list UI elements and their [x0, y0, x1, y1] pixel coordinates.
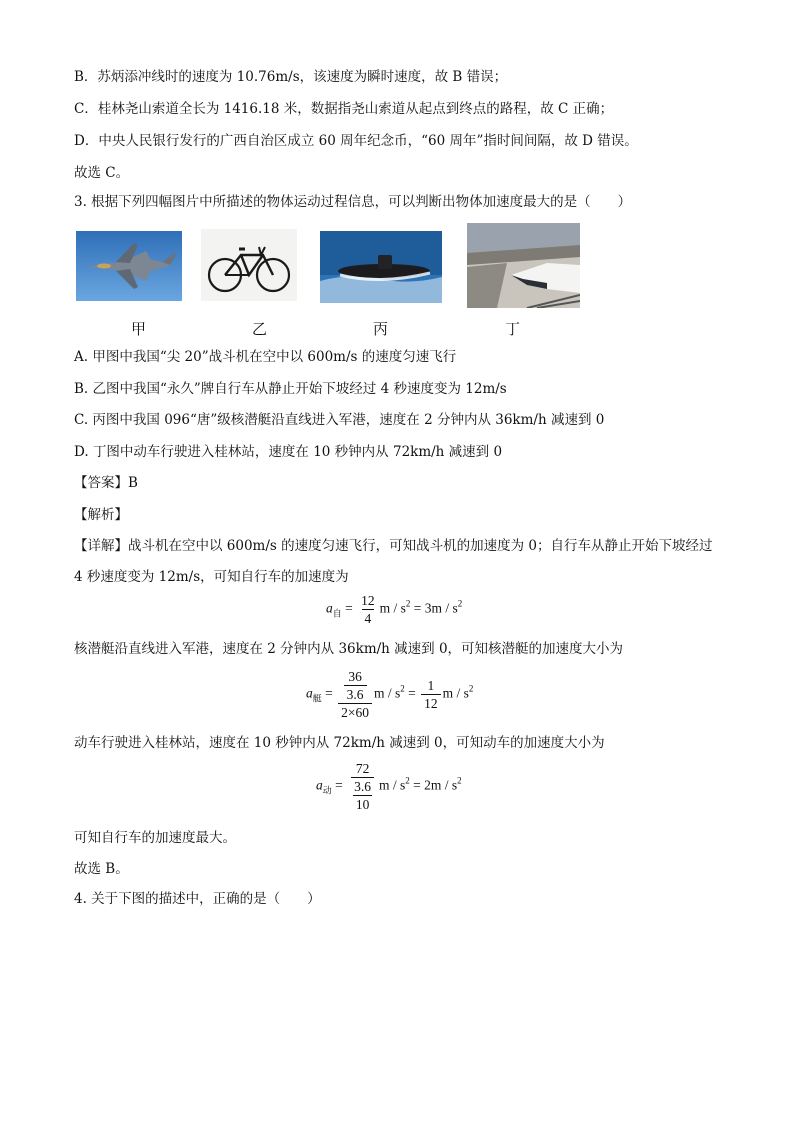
eq2-sq: 2 — [400, 683, 405, 694]
eq1-den: 4 — [362, 609, 375, 627]
equation-train — [316, 760, 462, 813]
detail-line-1: 【详解】战斗机在空中以 600m/s 的速度匀速飞行，可知战斗机的加速度为 0；自行车从静止开始下坡经过 — [74, 538, 713, 554]
analysis-label: 【解析】 — [74, 507, 128, 523]
option-d: D. 丁图中动车行驶进入桂林站，速度在 10 秒钟内从 72km/h 减速到 0 — [74, 444, 503, 460]
caption-yi: 乙 — [252, 320, 268, 338]
eq3-result: = 2m / s — [413, 777, 458, 793]
eq2-num2: 1 — [427, 678, 435, 693]
equation-submarine — [306, 668, 473, 721]
eq2-a: a — [306, 685, 313, 701]
option-c: C. 丙图中我国 096“唐”级核潜艇沿直线进入军港，速度在 2 分钟内从 36km/h 减速到 0 — [74, 412, 605, 428]
eq1-fraction — [358, 592, 378, 627]
eq2-top: 36 — [348, 669, 362, 684]
eq3-sq: 2 — [405, 775, 410, 786]
eq3-equals: = — [335, 777, 343, 793]
eq2-equals: = — [325, 685, 333, 701]
conclusion: 可知自行车的加速度最大。 — [74, 830, 236, 846]
question-4: 4. 关于下图的描述中，正确的是（ ） — [74, 891, 321, 907]
eq3-sub: 动 — [322, 785, 332, 796]
bullet-train-image — [467, 223, 580, 308]
eq2-inner-fraction — [341, 668, 370, 703]
eq2-mid: 3.6 — [344, 685, 367, 703]
caption-ding: 丁 — [505, 320, 521, 338]
eq3-bottom: 10 — [353, 795, 373, 813]
eq2-bottom: 2×60 — [338, 703, 372, 721]
eq2-sq2: 2 — [468, 683, 474, 694]
eq1-equals: = — [345, 600, 353, 616]
choose-b: 故选 B。 — [74, 861, 129, 877]
detail-line-4: 动车行驶进入桂林站，速度在 10 秒钟内从 72km/h 减速到 0，可知动车的加速度大小为 — [74, 735, 605, 751]
eq2-equals2: = — [408, 685, 416, 701]
eq1-result: = 3m / s — [413, 600, 458, 616]
eq3-top: 72 — [355, 761, 370, 776]
eq3-complex-fraction — [348, 760, 377, 813]
answer-label: 【答案】B — [74, 475, 138, 491]
bicycle-image — [201, 229, 297, 301]
answer-line-d: D．中央人民银行发行的广西自治区成立 60 周年纪念币，“60 周年”指时间间隔，故 D 错误。 — [74, 133, 638, 149]
fighter-jet-image — [76, 231, 182, 301]
eq2-unit1: m / s — [374, 685, 401, 701]
question-3: 3. 根据下列四幅图片中所描述的物体运动过程信息，可以判断出物体加速度最大的是（ ） — [74, 194, 632, 210]
detail-line-3: 核潜艇沿直线进入军港，速度在 2 分钟内从 36km/h 减速到 0，可知核潜艇的加速度大小为 — [74, 641, 624, 657]
caption-bing: 丙 — [373, 320, 389, 338]
eq3-a: a — [316, 777, 323, 793]
option-a: A. 甲图中我国“尖 20”战斗机在空中以 600m/s 的速度匀速飞行 — [74, 349, 457, 365]
answer-line-b: B．苏炳添冲线时的速度为 10.76m/s，该速度为瞬时速度，故 B 错误； — [74, 69, 508, 85]
eq3-sq2: 2 — [457, 775, 462, 786]
eq2-den2: 12 — [421, 694, 441, 712]
eq1-a: a — [326, 600, 333, 616]
eq1-sq2: 2 — [457, 598, 463, 609]
eq1-sq: 2 — [405, 598, 411, 609]
eq2-complex-fraction — [338, 668, 372, 721]
eq1-unit: m / s — [379, 600, 406, 616]
eq1-sub: 自 — [332, 608, 342, 619]
option-b: B. 乙图中我国“永久”牌自行车从静止开始下坡经过 4 秒速度变为 12m/s — [74, 381, 507, 397]
eq3-inner-fraction — [348, 760, 377, 795]
answer-line-c: C．桂林尧山索道全长为 1416.18 米，数据指尧山索道从起点到终点的路程，故 C 正确； — [74, 101, 614, 117]
eq2-sub: 艇 — [312, 693, 322, 704]
eq1-num: 12 — [361, 593, 375, 608]
eq2-unit2: m / s — [442, 685, 469, 701]
equation-bicycle — [326, 592, 462, 627]
eq3-unit: m / s — [379, 777, 406, 793]
submarine-image — [320, 231, 442, 303]
caption-jia: 甲 — [131, 320, 147, 338]
eq2-fraction2 — [421, 677, 441, 712]
choose-c: 故选 C。 — [74, 165, 130, 181]
eq3-mid: 3.6 — [351, 777, 374, 795]
detail-line-2: 4 秒速度变为 12m/s，可知自行车的加速度为 — [74, 569, 349, 585]
